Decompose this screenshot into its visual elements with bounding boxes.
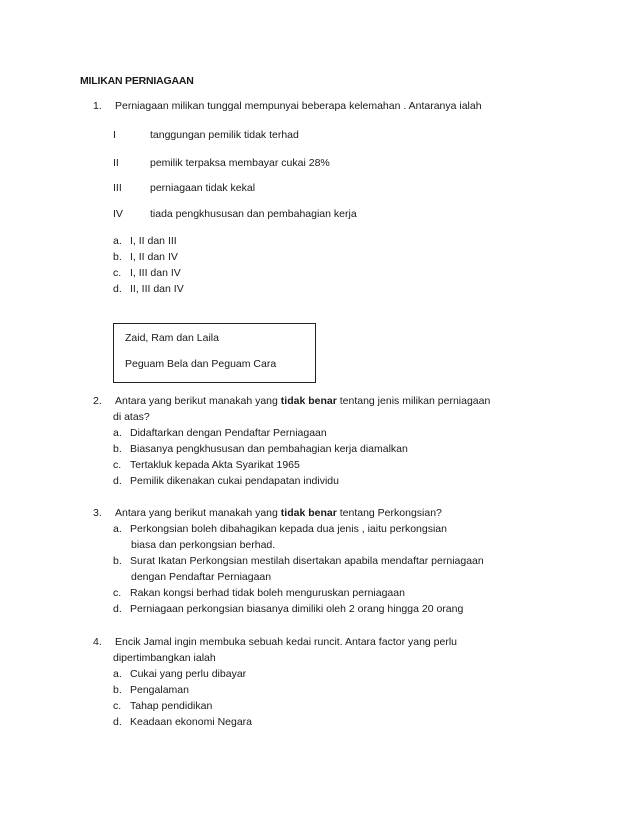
question-number: 2.	[93, 395, 102, 407]
box-line: Zaid, Ram dan Laila	[125, 332, 219, 344]
question-number: 3.	[93, 507, 102, 519]
statement-text: tanggungan pemilik tidak terhad	[150, 129, 299, 141]
statement-label: III	[113, 182, 122, 194]
question-text-cont: di atas?	[113, 411, 150, 423]
question-number: 4.	[93, 636, 102, 648]
statement-label: II	[113, 157, 119, 169]
question-number: 1.	[93, 100, 102, 112]
statement-label: IV	[113, 208, 123, 220]
statement-text: pemilik terpaksa membayar cukai 28%	[150, 157, 330, 169]
box-line: Peguam Bela dan Peguam Cara	[125, 358, 277, 370]
question-text-cont: dipertimbangkan ialah	[113, 652, 216, 664]
question-text: Encik Jamal ingin membuka sebuah kedai runcit. Antara factor yang perlu	[115, 636, 458, 648]
statement-label: I	[113, 129, 116, 141]
section-title: MILIKAN PERNIAGAAN	[80, 75, 194, 87]
statement-text: perniagaan tidak kekal	[150, 182, 256, 194]
info-box	[113, 323, 316, 383]
question-text: Antara yang berikut manakah yang tidak benar tentang Perkongsian?	[115, 507, 442, 519]
statement-text: tiada pengkhususan dan pembahagian kerja	[150, 208, 357, 220]
answer-option-cont: dengan Pendaftar Perniagaan	[131, 571, 272, 583]
question-text: Antara yang berikut manakah yang tidak benar tentang jenis milikan perniagaan	[115, 395, 491, 407]
answer-option-cont: biasa dan perkongsian berhad.	[131, 539, 276, 551]
question-text: Perniagaan milikan tunggal mempunyai beberapa kelemahan . Antaranya ialah	[115, 100, 482, 112]
